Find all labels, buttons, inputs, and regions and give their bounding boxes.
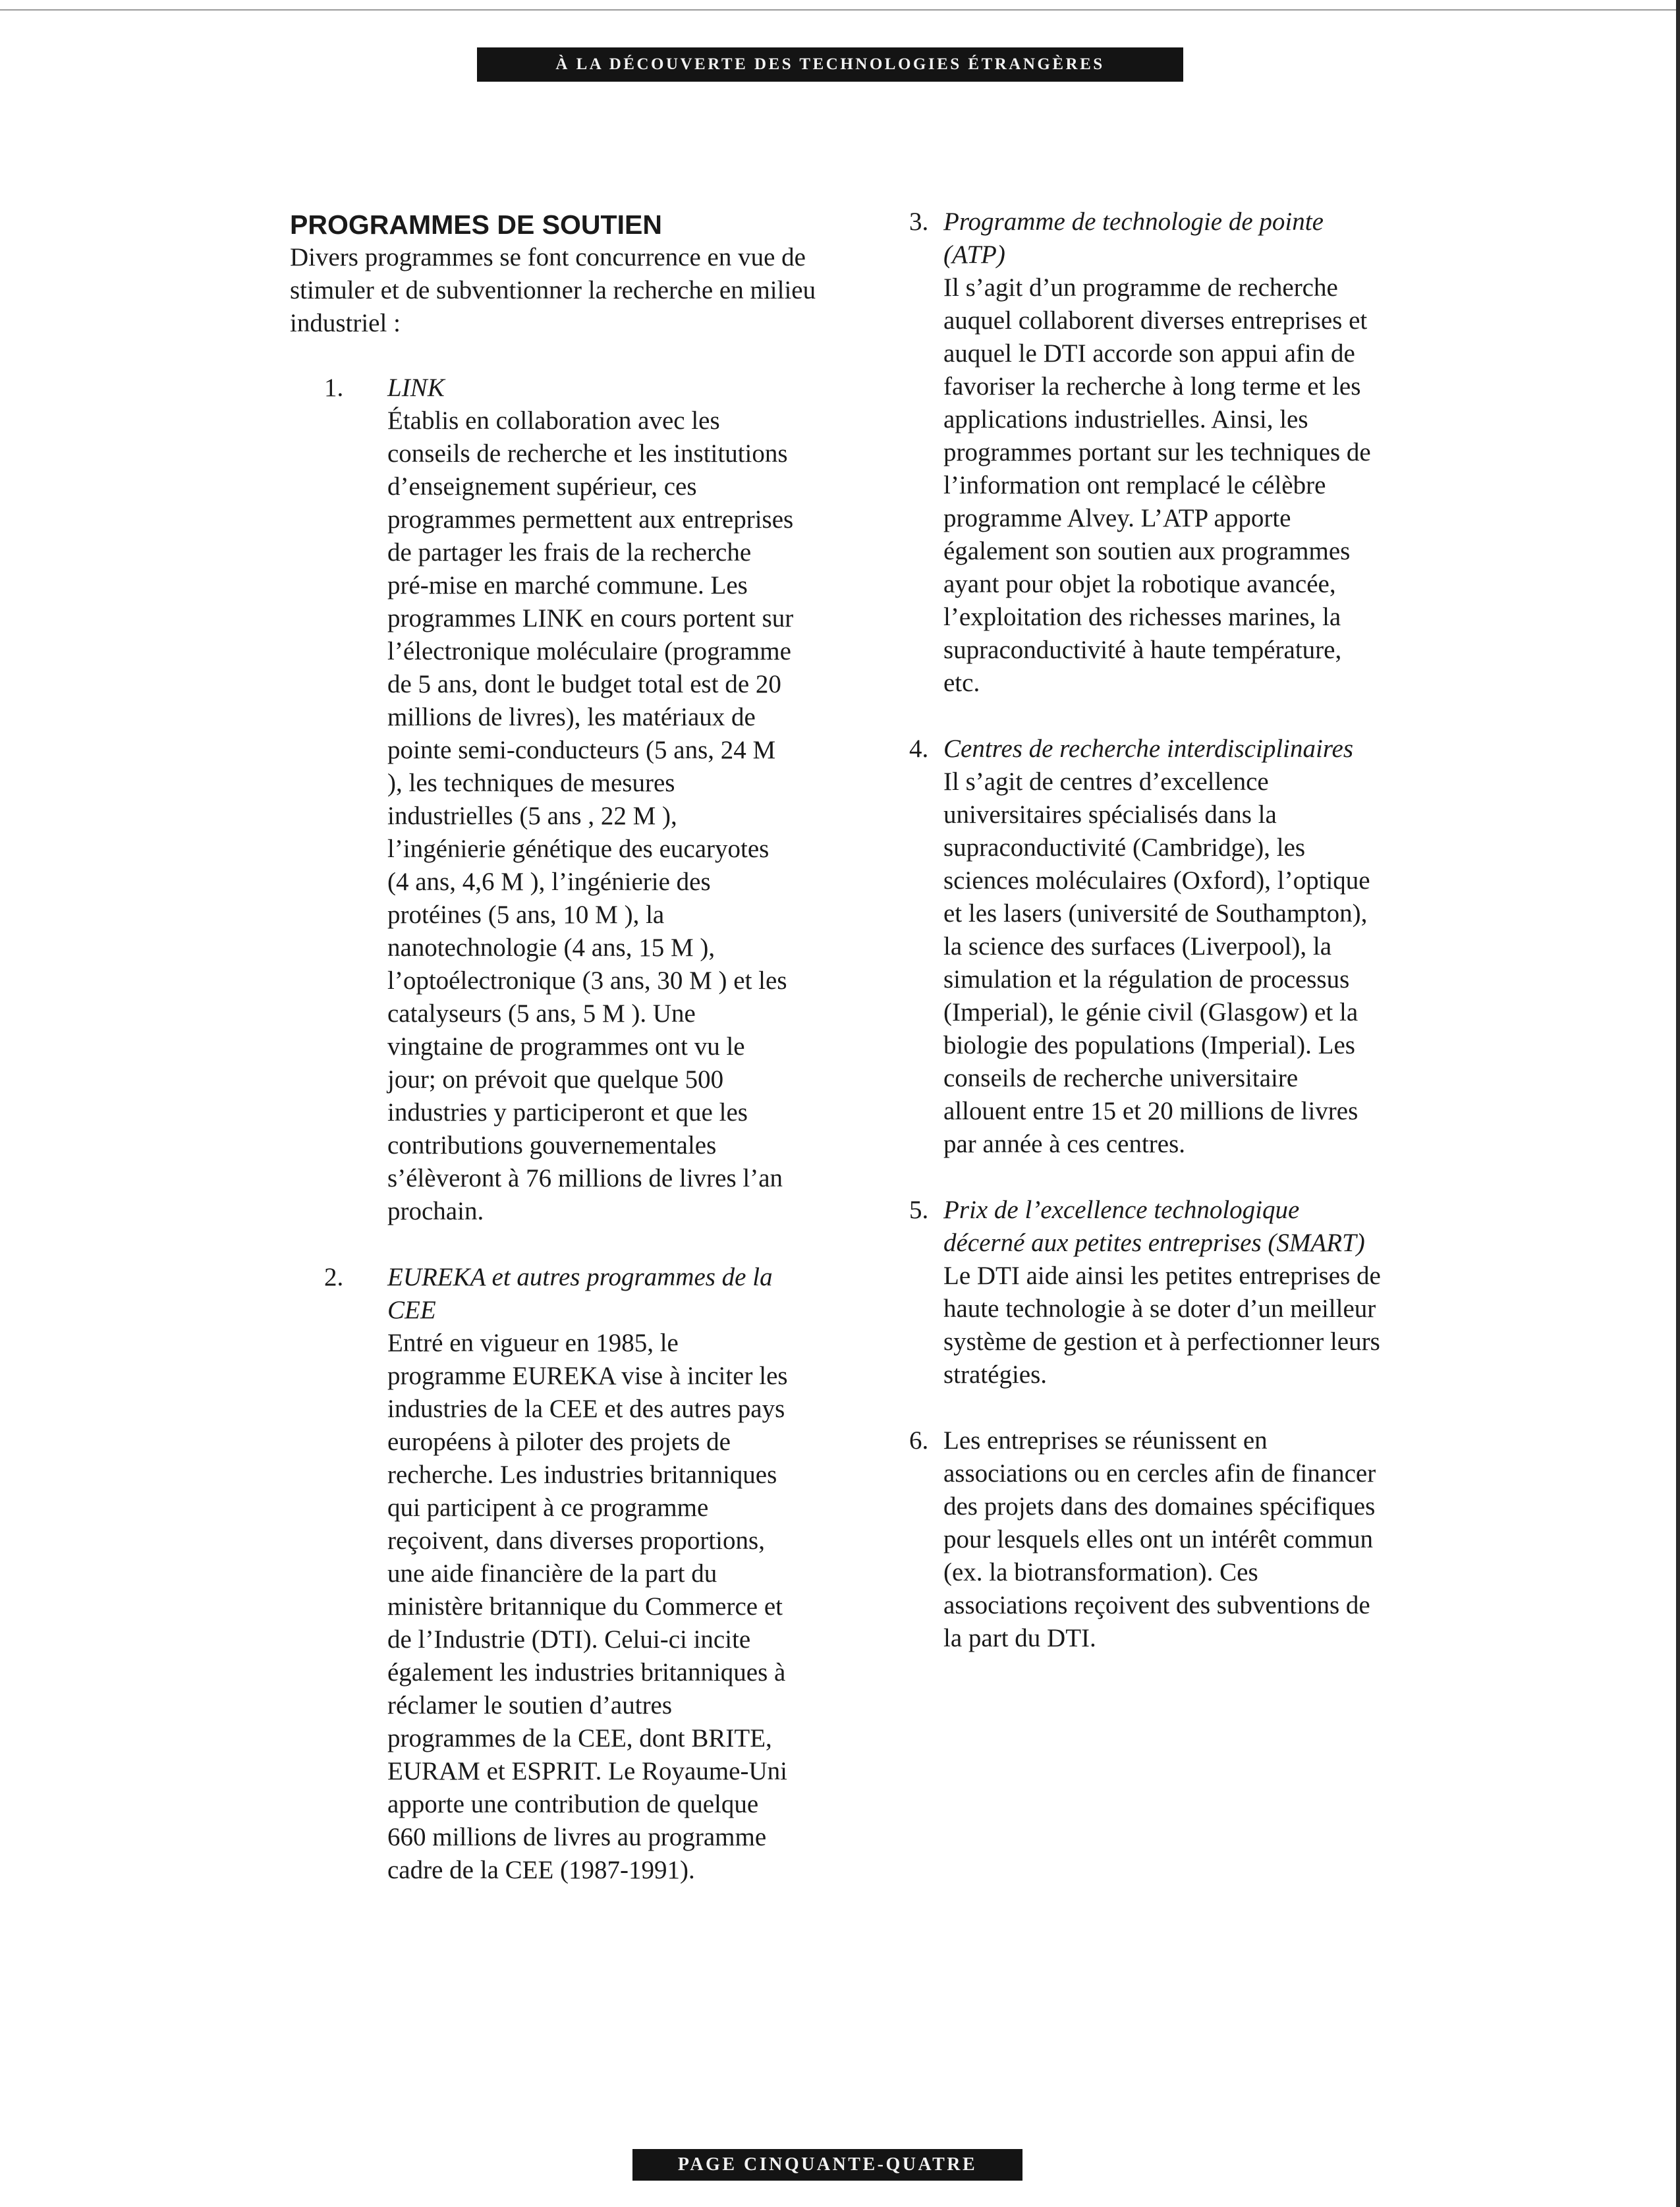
item-number: 4. [909,735,929,763]
item-body: Les entreprises se réunissent en associations ou en cercles afin de financer des projets dans des domaines spécifiques pour lesquels elles ont un intérêt commun (ex. la biotransformation). Ces associations reçoivent des subventions de la part du DTI. [943,1426,1376,1652]
item-title: Centres de recherche interdisciplinaires [943,735,1354,763]
list-item-2 [324,1261,817,1887]
running-head: À LA DÉCOUVERTE DES TECHNOLOGIES ÉTRANGÈRES [477,47,1183,82]
scan-edge-right [1676,0,1680,2207]
page-footer: PAGE CINQUANTE-QUATRE [632,2149,1022,2181]
item-body: Le DTI aide ainsi les petites entreprises de haute technologie à se doter d’un meilleur système de gestion et à perfectionner leurs stratégies. [943,1262,1381,1389]
item-number: 6. [909,1426,929,1455]
list-item-5 [909,1194,1384,1391]
item-title: LINK [387,374,445,402]
section-title: PROGRAMMES DE SOUTIEN [290,210,662,240]
list-item-3 [909,206,1384,700]
item-body: Établis en collaboration avec les conseils de recherche et les institutions d’enseignement supérieur, ces programmes permettent aux entreprises de partager les frais de la recherche pré-mise en marché commune. Les programmes LINK en cours portent sur l’électronique moléculaire (programme de 5 ans, dont le budget total est de 20 millions de livres), les matériaux de pointe semi-conducteurs (5 ans, 24 M ), les techniques de mesures industrielles (5 ans , 22 M ), l’ingénierie génétique des eucaryotes (4 ans, 4,6 M ), l’ingénierie des protéines (5 ans, 10 M ), la nanotechnologie (4 ans, 15 M ), l’optoélectronique (3 ans, 30 M ) et les catalyseurs (5 ans, 5 M ). Une vingtaine de programmes ont vu le jour; on prévoit que quelque 500 industries y participeront et que les contributions gouvernementales s’élèveront à 76 millions de livres l’an prochain. [387,406,794,1225]
item-body: Il s’agit d’un programme de recherche auquel collaborent diverses entreprises et auquel le DTI accorde son appui afin de favoriser la recherche à long terme et les applications industrielles. Ainsi, les programmes portant sur les techniques de l’information ont remplacé le célèbre programme Alvey. L’ATP apporte également son soutien aux programmes ayant pour objet la robotique avancée, l’exploitation des richesses marines, la supraconductivité à haute température, etc. [943,273,1371,697]
intro-paragraph: Divers programmes se font concurrence en vue de stimuler et de subventionner la recherche en milieu industriel : [290,243,816,337]
scan-edge-top [0,0,1680,11]
list-item-4 [909,733,1384,1161]
item-title: Prix de l’excellence technologique décerné aux petites entreprises (SMART) [943,1196,1365,1257]
left-column [290,206,817,1920]
item-number: 1. [324,374,344,402]
item-number: 3. [909,208,929,236]
item-title: Programme de technologie de pointe (ATP) [943,208,1324,269]
item-body: Entré en vigueur en 1985, le programme EUREKA vise à inciter les industries de la CEE et des autres pays européens à piloter des projets de recherche. Les industries britanniques qui participent à ce programme reçoivent, dans diverses proportions, une aide financière de la part du ministère britannique du Commerce et de l’Industrie (DTI). Celui-ci incite également les industries britanniques à réclamer le soutien d’autres programmes de la CEE, dont BRITE, EURAM et ESPRIT. Le Royaume-Uni apporte une contribution de quelque 660 millions de livres au programme cadre de la CEE (1987-1991). [387,1329,788,1884]
item-title: EUREKA et autres programmes de la CEE [387,1263,773,1324]
right-column [909,206,1384,1688]
item-body: Il s’agit de centres d’excellence universitaires spécialisés dans la supraconductivité (Cambridge), les sciences moléculaires (Oxford), l’optique et les lasers (université de Southampton), la science des surfaces (Liverpool), la simulation et la régulation de processus (Imperial), le génie civil (Glasgow) et la biologie des populations (Imperial). Les conseils de recherche universitaire allouent entre 15 et 20 millions de livres par année à ces centres. [943,768,1370,1158]
list-item-1 [324,372,817,1228]
list-item-6 [909,1424,1384,1655]
item-number: 2. [324,1263,344,1291]
item-number: 5. [909,1196,929,1224]
